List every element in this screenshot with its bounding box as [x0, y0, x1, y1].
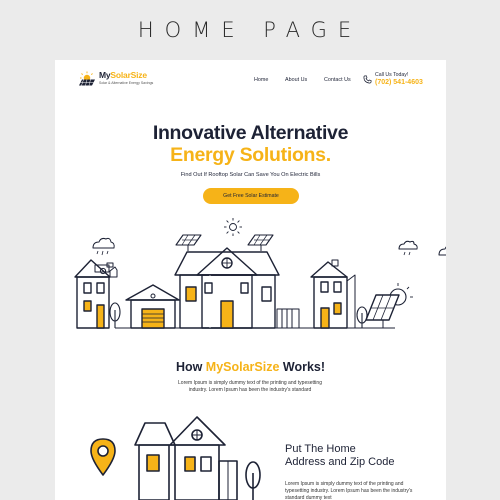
step-title — [285, 443, 435, 469]
solar-farm-icon — [366, 283, 413, 328]
call-phone-number[interactable]: (702) 541-4603 — [375, 79, 423, 86]
rain-cloud-icon — [399, 241, 417, 255]
house-center — [175, 235, 279, 328]
logo-name-my: My — [99, 70, 111, 80]
solar-panel-icon — [248, 235, 273, 251]
nav-link-contact[interactable]: Contact Us — [324, 77, 351, 83]
nav-link-home[interactable]: Home — [254, 77, 269, 83]
how-title-prefix: How — [175, 360, 206, 374]
step-title-line2: Address and Zip Code — [285, 456, 395, 468]
how-it-works-description: Lorem Ipsum is simply dummy text of the printing and typesetting industry. Lorem Ipsum has been the industry's standard — [178, 380, 322, 393]
home-address-illustration — [75, 405, 275, 500]
call-label: Call Us Today! — [375, 72, 409, 78]
hero-heading-line2: Energy Solutions. — [170, 144, 331, 166]
step-description: Lorem Ipsum is simply dummy text of the printing and typesetting industry. Lorem Ipsum has been the industry's standard dummy text — [285, 481, 413, 500]
neighborhood-solar-illustration — [55, 215, 446, 340]
canvas-title: HOME PAGE — [137, 18, 363, 42]
phone-icon — [363, 75, 372, 84]
nav-link-about[interactable]: About Us — [285, 77, 308, 83]
solar-panel-icon — [176, 235, 201, 251]
tree-icon — [357, 307, 367, 328]
logo-tagline: Solar & Alternative Energy Savings — [99, 81, 154, 85]
how-title-brand: MySolarSize — [205, 360, 280, 374]
house-right — [311, 260, 355, 328]
navbar — [55, 60, 446, 102]
tree-icon — [246, 462, 260, 500]
logo[interactable] — [77, 70, 153, 86]
call-us[interactable] — [363, 72, 423, 86]
garage — [126, 285, 179, 328]
how-it-works-heading — [55, 360, 446, 374]
tree-icon — [110, 303, 120, 328]
step-title-line1: Put The Home — [285, 443, 356, 455]
how-title-suffix: Works! — [279, 360, 326, 374]
get-free-solar-estimate-button[interactable]: Get Free Solar Estimate — [203, 188, 299, 204]
hero-subtitle: Find Out If Rooftop Solar Can Save You On Electric Bills — [180, 172, 321, 178]
hero-heading-line1: Innovative Alternative — [152, 122, 349, 144]
map-pin-icon — [91, 439, 115, 475]
sun-icon — [224, 218, 242, 236]
rain-cloud-icon — [93, 238, 114, 255]
homepage-mockup — [55, 60, 446, 500]
solar-panel-logo-icon — [77, 70, 97, 86]
fence — [277, 309, 299, 328]
logo-name-solarsize: SolarSize — [110, 70, 147, 80]
